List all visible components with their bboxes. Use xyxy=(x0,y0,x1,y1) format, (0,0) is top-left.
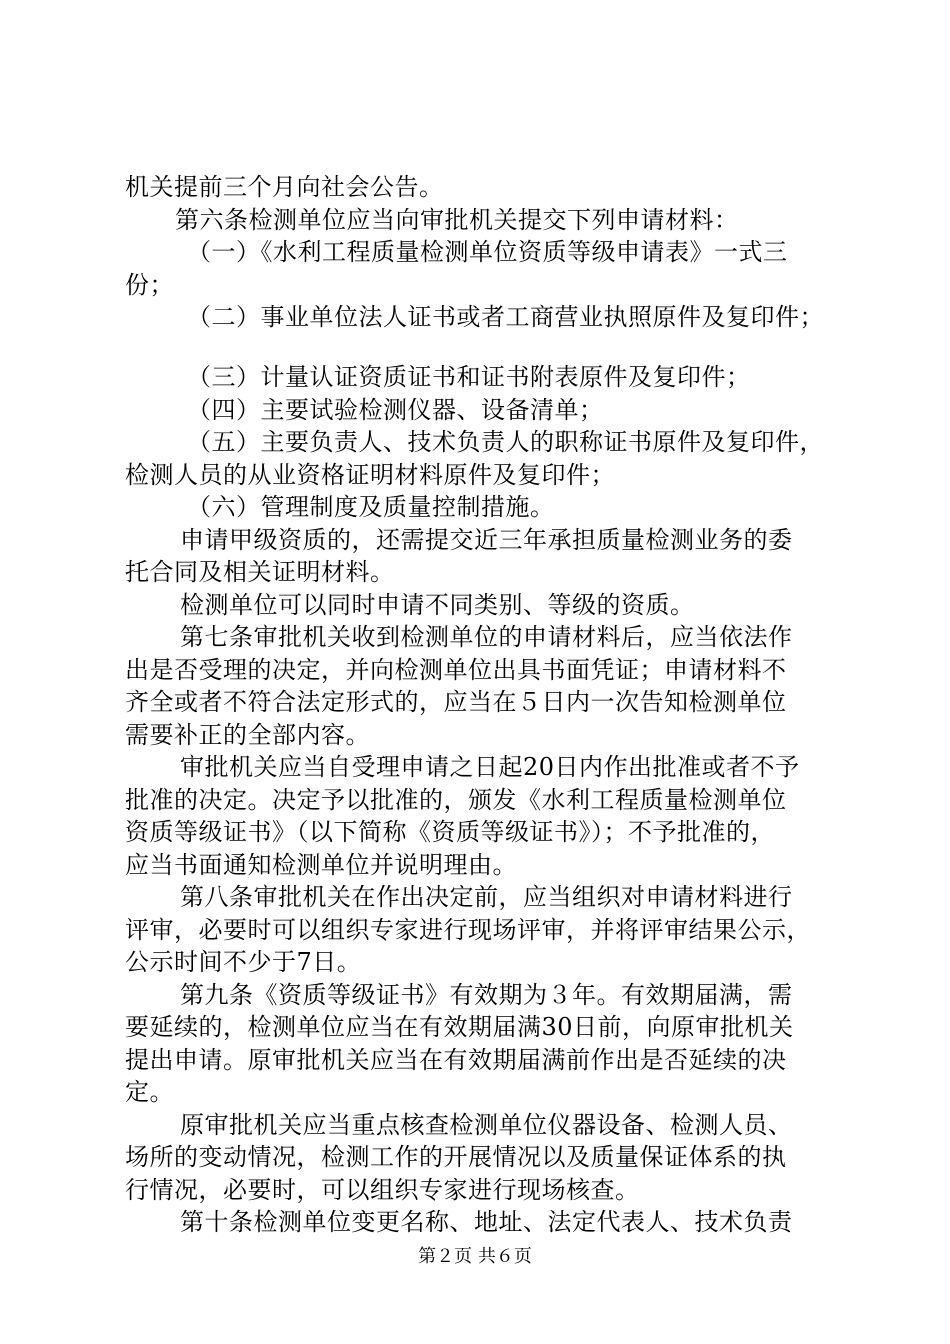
text-line: 应当书面通知检测单位并说明理由。 xyxy=(125,850,517,879)
text-line: 批准的决定。决定予以批准的，颁发《水利工程质量检测单位 xyxy=(125,785,787,814)
text-line: 托合同及相关证明材料。 xyxy=(125,558,395,586)
text-line: 出是否受理的决定，并向检测单位出具书面凭证；申请材料不 xyxy=(125,655,787,684)
text-line: （一）《水利工程质量检测单位资质等级申请表》一式三 xyxy=(187,238,788,266)
text-line: （二）事业单位法人证书或者工商营业执照原件及复印件； xyxy=(187,303,824,331)
document-body xyxy=(125,171,845,1239)
text-line: 行情况，必要时，可以组织专家进行现场核查。 xyxy=(125,1175,640,1204)
text-line: 原审批机关应当重点核查检测单位仪器设备、检测人员、 xyxy=(180,1110,793,1139)
text-line: （三）计量认证资质证书和证书附表原件及复印件； xyxy=(187,363,751,391)
text-line: （五）主要负责人、技术负责人的职称证书原件及复印件， xyxy=(187,428,824,456)
text-line: 检测单位可以同时申请不同类别、等级的资质。 xyxy=(180,590,695,619)
text-line: 需要补正的全部内容。 xyxy=(125,720,370,749)
text-line: 评审，必要时可以组织专家进行现场评审，并将评审结果公示， xyxy=(125,915,811,944)
text-line: （四）主要试验检测仪器、设备清单； xyxy=(187,395,604,424)
text-line: 第七条审批机关收到检测单位的申请材料后，应当依法作 xyxy=(180,623,793,651)
text-line: 机关提前三个月向社会公告。 xyxy=(125,173,444,201)
text-line: 第九条《资质等级证书》有效期为３年。有效期届满，需 xyxy=(180,980,793,1009)
text-line: 场所的变动情况，检测工作的开展情况以及质量保证体系的执 xyxy=(125,1143,787,1171)
text-line: 资质等级证书》（以下简称《资质等级证书》）；不予批准的， xyxy=(125,818,775,846)
text-line: 提出申请。原审批机关应当在有效期届满前作出是否延续的决 xyxy=(125,1045,787,1074)
text-line: 第八条审批机关在作出决定前，应当组织对申请材料进行 xyxy=(180,883,793,911)
text-line: 份； xyxy=(125,270,174,299)
text-line: （六）管理制度及质量控制措施。 xyxy=(187,493,555,521)
text-line: 第六条检测单位应当向审批机关提交下列申请材料： xyxy=(175,205,739,234)
text-line: 检测人员的从业资格证明材料原件及复印件； xyxy=(125,460,615,489)
text-line: 公示时间不少于7日。 xyxy=(125,948,362,976)
text-line: 审批机关应当自受理申请之日起20日内作出批准或者不予 xyxy=(180,753,800,781)
text-line: 申请甲级资质的，还需提交近三年承担质量检测业务的委 xyxy=(180,525,793,554)
page-number: 第２页 共６页 xyxy=(418,1246,532,1267)
text-line: 第十条检测单位变更名称、地址、法定代表人、技术负责 xyxy=(180,1208,793,1236)
text-line: 定。 xyxy=(125,1078,174,1106)
page-footer xyxy=(0,1242,950,1268)
text-line: 要延续的，检测单位应当在有效期届满30日前，向原审批机关 xyxy=(125,1013,794,1041)
text-line: 齐全或者不符合法定形式的，应当在５日内一次告知检测单位 xyxy=(125,688,787,716)
